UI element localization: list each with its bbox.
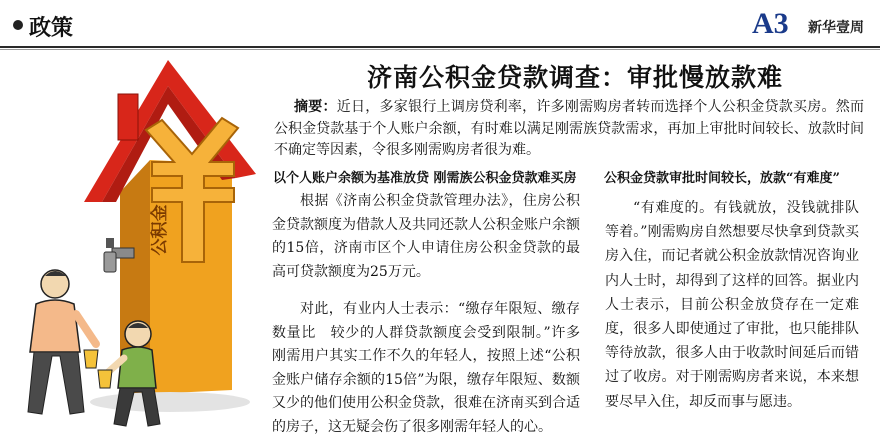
paragraph: 对此，有业内人士表示：“缴存年限短、缴存数量比 较少的人群贷款额度会受到限制。”许多刚需用户其实工作不久的年轻人，按照上述“公积金账户储存余额的15倍”为限，缴存年限短、数额又少的他们使用公积金贷款，很难在济南买到合适的房子，这无疑会伤了很多刚需年轻人的心。: [272, 301, 580, 435]
house-label: 公积金: [150, 204, 170, 256]
section-name: 政策: [29, 16, 74, 41]
section-bullet-icon: [13, 20, 23, 30]
man-right-figure: [98, 321, 160, 426]
left-subheading: 以个人账户余额为基准放贷 刚需族公积金贷款难买房: [273, 171, 577, 186]
abstract-text: 近日，多家银行上调房贷利率，许多刚需购房者转而选择个人公积金贷款买房。然而公积金贷款基于个人账户余额，有时难以满足刚需族贷款需求，再加上审批时间较长、放款时间不确定等因素，令很多刚需购房者很为难。: [274, 99, 865, 158]
right-subheading: 公积金贷款审批时间较长，放款“有难度”: [604, 171, 840, 186]
paragraph: “有难度的。有钱就放，没钱就排队等着。”刚需购房自然想要尽快拿到贷款买房入住，而记者就公积金放款情况咨询业内人士时，却得到了这样的回答。据业内人士表示，目前公积金放贷存在一定难度，很多人即使通过了审批，也只能排队等待放款，很多人由于收款时间延后而错过了收房。对于刚需购房者来说，本来想要尽早入住，却反而事与愿违。: [605, 200, 859, 410]
abstract-label: 摘要：: [294, 99, 337, 115]
header-rule-thin: [0, 49, 880, 50]
house-icon: [84, 60, 256, 414]
publication-name: 新华壹周: [808, 20, 864, 36]
page-number: A3: [752, 7, 789, 40]
page-header: [0, 0, 880, 50]
article-abstract: [274, 97, 864, 162]
cartoon-illustration: [0, 52, 270, 437]
header-rule: [0, 46, 880, 48]
paragraph: 根据《济南公积金贷款管理办法》，住房公积金贷款额度为借款人及共同还款人公积金账户余额的15倍，济南市区个人申请住房公积金贷款的最高可贷款额度为25万元。: [272, 193, 580, 280]
left-column: [272, 190, 580, 439]
man-left-figure: [28, 270, 98, 414]
article-headline: 济南公积金贷款调查：审批慢放款难: [366, 63, 783, 92]
right-column: [605, 196, 859, 414]
